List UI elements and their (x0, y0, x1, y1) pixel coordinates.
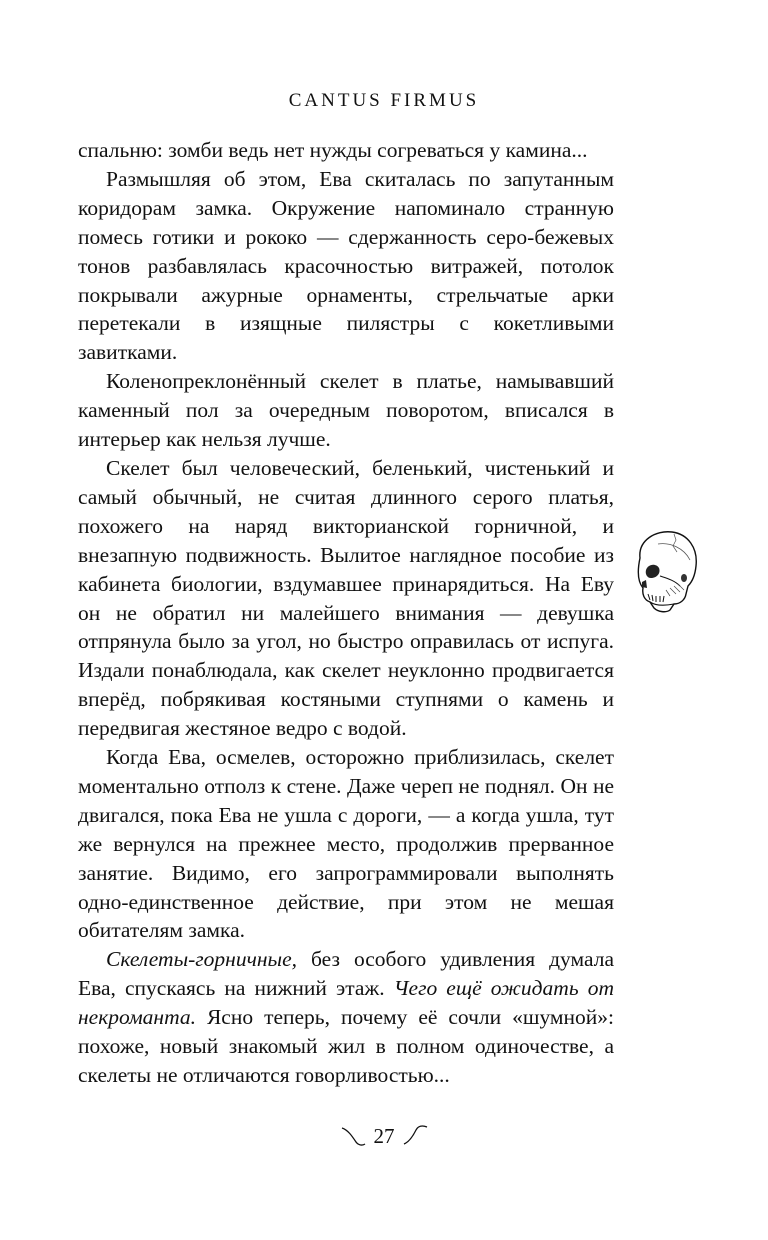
paragraph-text: Коленопреклонённый скелет в платье, намывавший каменный пол за очередным поворотом, вписался в интерьер как нельзя лучше. (78, 369, 614, 452)
left-flourish-icon (338, 1122, 368, 1150)
paragraph-text: без особого удивления думала Ева, спускаясь на нижний этаж. (78, 947, 614, 1001)
running-head: CANTUS FIRMUS (288, 90, 480, 111)
page-number: 27 (373, 1124, 395, 1149)
paragraph-text: Ясно теперь, почему её сочли «шумной»: похоже, новый знакомый жил в полном одиночестве, а скелеты не отличаются говорливостью... (78, 1005, 614, 1087)
paragraph (78, 367, 614, 454)
paragraph (78, 945, 614, 1090)
right-flourish-icon (401, 1122, 431, 1150)
paragraph-text: Скелет был человеческий, беленький, чистенький и самый обычный, не считая длинного серого платья, похожего на наряд викторианской горничной, и внезапную подвижность. Вылитое наглядное пособие из кабинета биологии, вздумавшее принарядиться. На Еву он не обратил ни малейшего внимания — девушка отпрянула было за угол, но быстро оправилась от испуга. Издали понаблюдала, как скелет неуклонно продвигается вперёд, побрякивая костяными ступнями о камень и передвигая жестяное ведро с водой. (78, 455, 614, 741)
italic-text: Чего ещё ожидать от некроманта. (78, 976, 614, 1030)
paragraph-text: спальню: зомби ведь нет нужды согреваться у камина... (78, 138, 588, 162)
skull-icon (630, 528, 700, 614)
paragraph (78, 165, 614, 367)
body-text (78, 136, 614, 1090)
paragraph (78, 743, 614, 945)
italic-text: Скелеты-горничные, (106, 947, 297, 972)
paragraph (78, 136, 614, 165)
paragraph (78, 454, 614, 743)
paragraph-text: Когда Ева, осмелев, осторожно приблизилась, скелет моментально отполз к стене. Даже череп не поднял. Он не двигался, пока Ева не ушла с дороги, — а когда ушла, тут же вернулся на прежнее место, продолжив прерванное занятие. Видимо, его запрограммировали выполнять одно-единственное действие, при этом не мешая обитателям замка. (78, 745, 614, 943)
page-footer (0, 1120, 768, 1150)
paragraph-text: Размышляя об этом, Ева скиталась по запутанным коридорам замка. Окружение напоминало странную помесь готики и рококо — сдержанность серо-бежевых тонов разбавлялась красочностью витражей, потолок покрывали ажурные орнаменты, стрельчатые арки перетекали в изящные пилястры с кокетливыми завитками. (78, 166, 614, 365)
